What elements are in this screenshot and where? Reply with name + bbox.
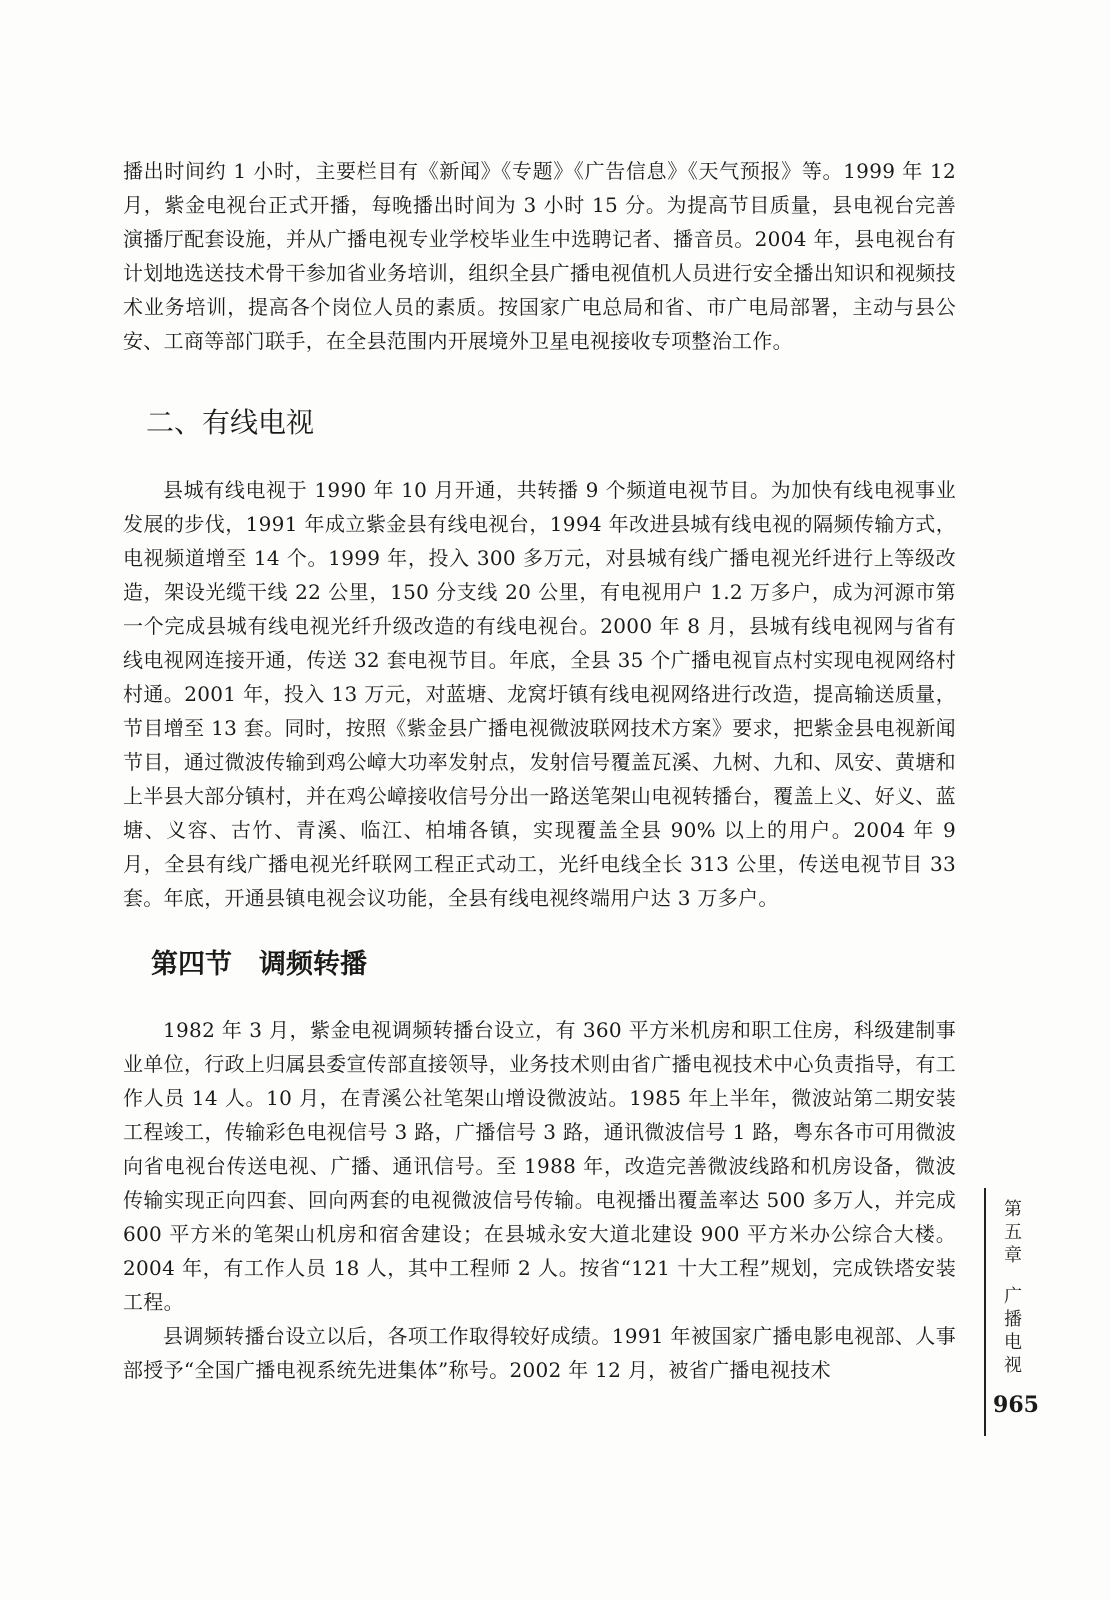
main-text: [123, 154, 956, 1387]
page-number: 965: [993, 1392, 1039, 1418]
paragraph-fm-relay-honors: 县调频转播台设立以后，各项工作取得较好成绩。1991 年被国家广播电影电视部、人事部授予“全国广播电视系统先进集体”称号。2002 年 12 月，被省广播电视技术: [123, 1324, 956, 1382]
paragraph-fm-relay-history: 1982 年 3 月，紫金电视调频转播台设立，有 360 平方米机房和职工住房，科级建制事业单位，行政上归属县委宣传部直接领导，业务技术则由省广播电视技术中心负责指导，有工作人员 14 人。10 月，在青溪公社笔架山增设微波站。1985 年上半年，微波站第二期安装工程竣工，传输彩色电视信号 3 路，广播信号 3 路，通讯微波信号 1 路，粤东各市可用微波向省电视台传送电视、广播、通讯信号。至 1988 年，改造完善微波线路和机房设备，微波传输实现正向四套、回向两套的电视微波信号传输。电视播出覆盖率达 500 多万人，并完成 600 平方米的笔架山机房和宿舍建设；在县城永安大道北建设 900 平方米办公综合大楼。2004 年，有工作人员 18 人，其中工程师 2 人。按省“121 十大工程”规划，完成铁塔安装工程。: [123, 1018, 956, 1314]
tab-spacer: [998, 1267, 1028, 1285]
chapter-side-tab: [998, 1198, 1028, 1377]
chapter-tab-char: 章: [1004, 1245, 1022, 1266]
chapter-title-char: 电: [1004, 1332, 1022, 1353]
chapter-tab-char: 第: [1004, 1199, 1022, 1220]
section-heading-fm-relay: 第四节 调频转播: [151, 949, 367, 980]
paragraph-continued: 播出时间约 1 小时，主要栏目有《新闻》《专题》《广告信息》《天气预报》等。1999 年 12 月，紫金电视台正式开播，每晚播出时间为 3 小时 15 分。为提高节目质量，县电视台完善演播厅配套设施，并从广播电视专业学校毕业生中选聘记者、播音员。2004 年，县电视台有计划地选送技术骨干参加省业务培训，组织全县广播电视值机人员进行安全播出知识和视频技术业务培训，提高各个岗位人员的素质。按国家广电总局和省、市广电局部署，主动与县公安、工商等部门联手，在全县范围内开展境外卫星电视接收专项整治工作。: [123, 159, 956, 353]
chapter-tab-char: 五: [1004, 1222, 1022, 1243]
section-heading-cable-tv: 二、有线电视: [146, 406, 315, 439]
chapter-title-char: 广: [1004, 1286, 1022, 1307]
chapter-title-char: 播: [1004, 1309, 1022, 1330]
chapter-title-char: 视: [1004, 1355, 1022, 1376]
paragraph-cable-tv: 县城有线电视于 1990 年 10 月开通，共转播 9 个频道电视节目。为加快有线电视事业发展的步伐，1991 年成立紫金县有线电视台，1994 年改进县城有线电视的隔频传输方式，电视频道增至 14 个。1999 年，投入 300 多万元，对县城有线广播电视光纤进行上等级改造，架设光缆干线 22 公里，150 分支线 20 公里，有电视用户 1.2 万多户，成为河源市第一个完成县城有线电视光纤升级改造的有线电视台。2000 年 8 月，县城有线电视网与省有线电视网连接开通，传送 32 套电视节目。年底，全县 35 个广播电视盲点村实现电视网络村村通。2001 年，投入 13 万元，对蓝塘、龙窝圩镇有线电视网络进行改造，提高输送质量，节目增至 13 套。同时，按照《紫金县广播电视微波联网技术方案》要求，把紫金县电视新闻节目，通过微波传输到鸡公嶂大功率发射点，发射信号覆盖瓦溪、九树、九和、凤安、黄塘和上半县大部分镇村，并在鸡公嶂接收信号分出一路送笔架山电视转播台，覆盖上义、好义、蓝塘、义容、古竹、青溪、临江、柏埔各镇，实现覆盖全县 90% 以上的用户。2004 年 9 月，全县有线广播电视光纤联网工程正式动工，光纤电线全长 313 公里，传送电视节目 33 套。年底，开通县镇电视会议功能，全县有线电视终端用户达 3 万多户。: [123, 478, 956, 910]
